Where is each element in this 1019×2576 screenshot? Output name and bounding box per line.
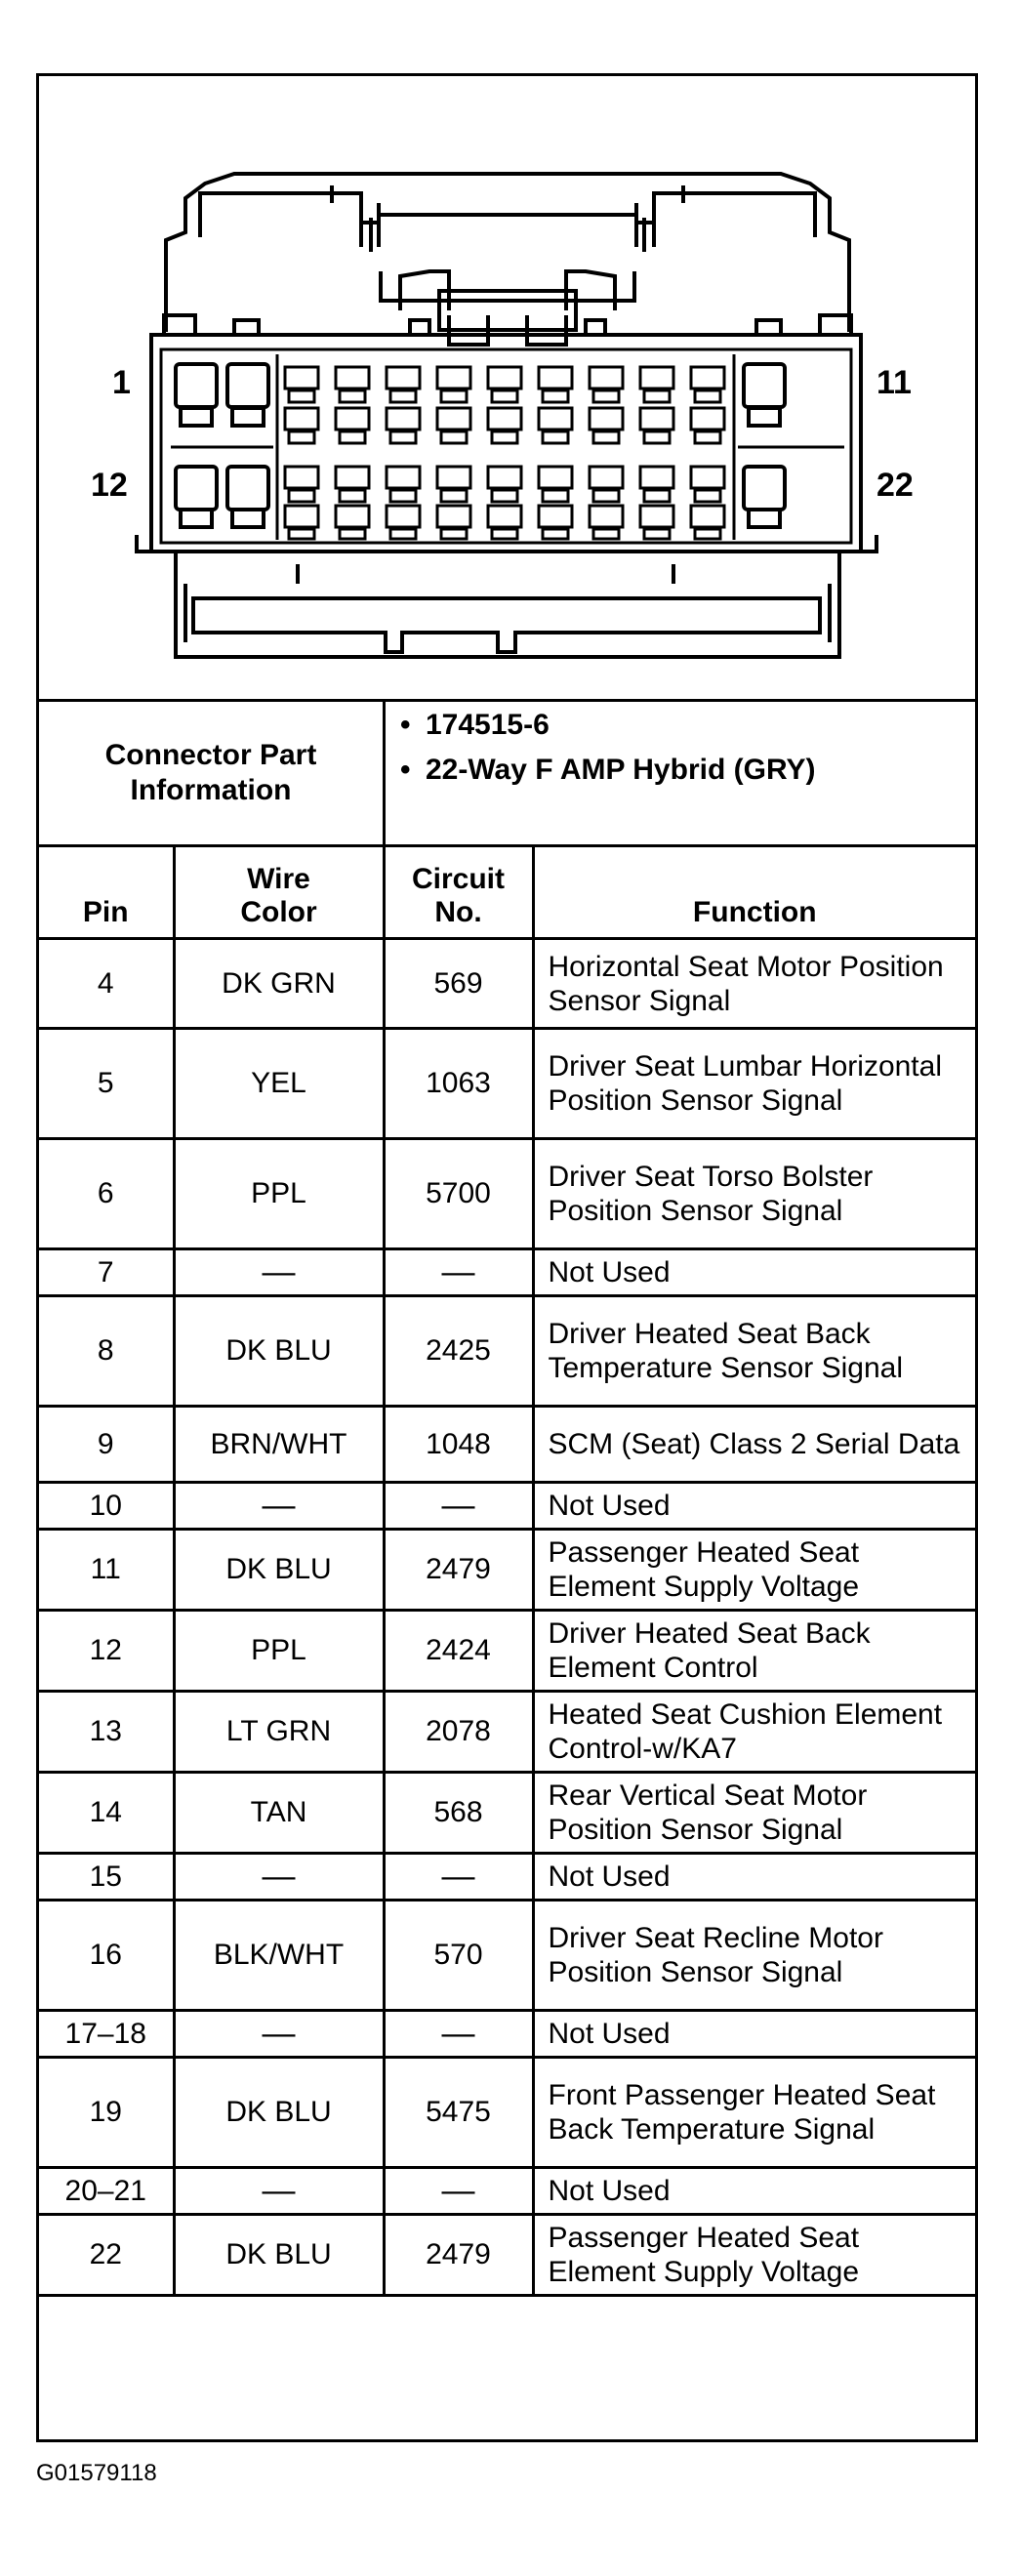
part-info-header-text: Connector Part Information — [104, 739, 317, 806]
table-row — [39, 2168, 975, 2215]
function-cell: Rear Vertical Seat Motor Position Sensor Signal — [533, 1773, 975, 1854]
table-row — [39, 2215, 975, 2296]
pin-cell: 9 — [39, 1407, 174, 1483]
pin-cell: 22 — [39, 2215, 174, 2296]
wire-color-cell: TAN — [174, 1773, 384, 1854]
wire-color-cell: PPL — [174, 1139, 384, 1249]
circuit-cell: 1063 — [384, 1029, 533, 1139]
part-description: • 22-Way F AMP Hybrid (GRY) — [400, 753, 966, 788]
function-cell: Driver Heated Seat Back Element Control — [533, 1611, 975, 1692]
pin-cell: 17–18 — [39, 2011, 174, 2058]
pin-label-12: 12 — [91, 467, 128, 504]
table-row — [39, 939, 975, 1029]
wire-color-cell: BRN/WHT — [174, 1407, 384, 1483]
header-function: Function — [533, 847, 975, 939]
wire-color-cell: DK BLU — [174, 2215, 384, 2296]
circuit-cell: 2424 — [384, 1611, 533, 1692]
circuit-cell: 2479 — [384, 1530, 533, 1611]
function-cell: Driver Seat Lumbar Horizontal Position Sensor Signal — [533, 1029, 975, 1139]
part-info-details — [400, 708, 966, 788]
connector-diagram — [39, 76, 975, 702]
pin-cell: 19 — [39, 2058, 174, 2168]
wire-color-cell: BLK/WHT — [174, 1901, 384, 2011]
table-row — [39, 1611, 975, 1692]
pinout-table — [39, 847, 975, 2297]
pin-cell: 15 — [39, 1854, 174, 1901]
function-cell: Driver Seat Torso Bolster Position Sensor Signal — [533, 1139, 975, 1249]
table-row — [39, 1901, 975, 2011]
function-cell: Driver Heated Seat Back Temperature Sensor Signal — [533, 1296, 975, 1407]
pin-cell: 4 — [39, 939, 174, 1029]
wire-color-cell: — — [174, 1249, 384, 1296]
circuit-cell: 2479 — [384, 2215, 533, 2296]
table-row — [39, 2058, 975, 2168]
wire-color-cell: PPL — [174, 1611, 384, 1692]
table-row — [39, 1530, 975, 1611]
pin-cell: 11 — [39, 1530, 174, 1611]
function-cell: Heated Seat Cushion Element Control-w/KA7 — [533, 1692, 975, 1773]
wire-color-cell: LT GRN — [174, 1692, 384, 1773]
pin-cell: 16 — [39, 1901, 174, 2011]
table-row — [39, 1029, 975, 1139]
circuit-cell: 2425 — [384, 1296, 533, 1407]
header-circuit-no: Circuit No. — [384, 847, 533, 939]
circuit-cell: — — [384, 2168, 533, 2215]
circuit-cell: 5700 — [384, 1139, 533, 1249]
pin-cell: 10 — [39, 1483, 174, 1530]
wire-color-cell: DK BLU — [174, 1530, 384, 1611]
table-row — [39, 2011, 975, 2058]
circuit-cell: — — [384, 1854, 533, 1901]
pin-cell: 14 — [39, 1773, 174, 1854]
wire-color-cell: DK BLU — [174, 2058, 384, 2168]
function-cell: Not Used — [533, 1854, 975, 1901]
connector-drawing — [39, 76, 975, 699]
pin-cell: 20–21 — [39, 2168, 174, 2215]
pin-label-22: 22 — [876, 467, 914, 504]
figure-id: G01579118 — [36, 2460, 157, 2486]
function-cell: SCM (Seat) Class 2 Serial Data — [533, 1407, 975, 1483]
pin-label-11: 11 — [876, 364, 912, 401]
function-cell: Not Used — [533, 1483, 975, 1530]
table-row — [39, 1773, 975, 1854]
circuit-cell: — — [384, 1249, 533, 1296]
circuit-cell: 570 — [384, 1901, 533, 2011]
function-cell: Passenger Heated Seat Element Supply Voltage — [533, 1530, 975, 1611]
function-cell: Not Used — [533, 2011, 975, 2058]
table-row — [39, 1296, 975, 1407]
part-info-header — [39, 702, 386, 844]
pin-cell: 7 — [39, 1249, 174, 1296]
connector-sheet — [36, 73, 978, 2442]
wire-color-cell: DK BLU — [174, 1296, 384, 1407]
circuit-cell: 568 — [384, 1773, 533, 1854]
connector-part-info — [39, 702, 975, 847]
pin-cell: 12 — [39, 1611, 174, 1692]
header-pin: Pin — [39, 847, 174, 939]
pin-cell: 8 — [39, 1296, 174, 1407]
wire-color-cell: YEL — [174, 1029, 384, 1139]
wire-color-cell: — — [174, 2011, 384, 2058]
pin-cell: 6 — [39, 1139, 174, 1249]
wire-color-cell: — — [174, 2168, 384, 2215]
wire-color-cell: — — [174, 1483, 384, 1530]
wire-color-cell: — — [174, 1854, 384, 1901]
table-row — [39, 1139, 975, 1249]
table-row — [39, 1407, 975, 1483]
circuit-cell: 569 — [384, 939, 533, 1029]
circuit-cell: — — [384, 1483, 533, 1530]
circuit-cell: — — [384, 2011, 533, 2058]
pin-cell: 5 — [39, 1029, 174, 1139]
table-row — [39, 1249, 975, 1296]
table-row — [39, 1483, 975, 1530]
circuit-cell: 1048 — [384, 1407, 533, 1483]
function-cell: Passenger Heated Seat Element Supply Voltage — [533, 2215, 975, 2296]
function-cell: Horizontal Seat Motor Position Sensor Signal — [533, 939, 975, 1029]
function-cell: Front Passenger Heated Seat Back Temperature Signal — [533, 2058, 975, 2168]
wire-color-cell: DK GRN — [174, 939, 384, 1029]
table-row — [39, 1854, 975, 1901]
function-cell: Driver Seat Recline Motor Position Sensor Signal — [533, 1901, 975, 2011]
function-cell: Not Used — [533, 1249, 975, 1296]
pin-label-1: 1 — [112, 364, 131, 401]
table-header-row — [39, 847, 975, 939]
header-wire-color: Wire Color — [174, 847, 384, 939]
pin-cell: 13 — [39, 1692, 174, 1773]
table-row — [39, 1692, 975, 1773]
part-number: • 174515-6 — [400, 708, 966, 743]
function-cell: Not Used — [533, 2168, 975, 2215]
circuit-cell: 2078 — [384, 1692, 533, 1773]
circuit-cell: 5475 — [384, 2058, 533, 2168]
pinout-table-body — [39, 939, 975, 2296]
